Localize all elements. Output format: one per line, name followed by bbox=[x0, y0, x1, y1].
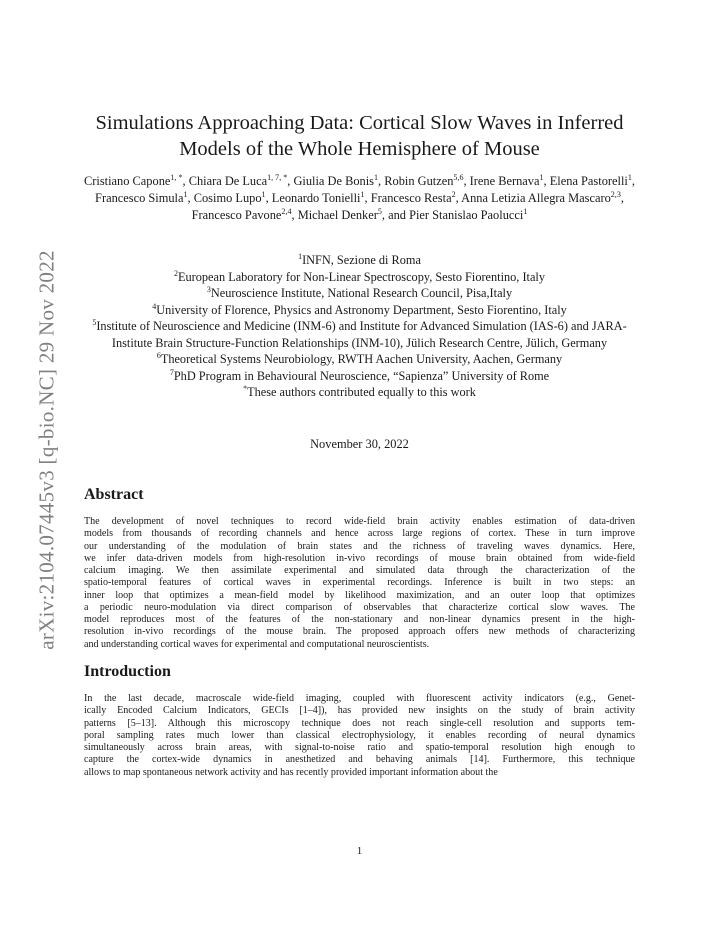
text-line: resolution in-vivo recordings of the mouse brain. The proposed approach offers new methods of characterizing bbox=[84, 626, 635, 638]
author-affiliation-marker: 2 bbox=[451, 189, 456, 199]
author bbox=[293, 174, 384, 188]
abstract-text bbox=[84, 516, 635, 651]
text-line: and understanding cortical waves for experimental and computational neuroscientists. bbox=[84, 638, 430, 650]
text-line: capture the cortex-wide dynamics in anesthetized and behaving animals [14]. Furthermore, this technique bbox=[84, 754, 635, 766]
author-affiliation-marker: 5 bbox=[377, 206, 382, 216]
author-affiliation-marker: 2,3 bbox=[610, 189, 621, 199]
text-line: allows to map spontaneous network activity and has recently provided important information about the bbox=[84, 766, 498, 778]
author-name: Elena Pastorelli bbox=[549, 174, 628, 188]
publication-date: November 30, 2022 bbox=[310, 437, 409, 451]
author-name: Anna Letizia Allegra Mascaro bbox=[461, 190, 611, 205]
author-list bbox=[84, 173, 635, 223]
author-name: Giulia De Bonis bbox=[293, 174, 374, 188]
author-separator: , bbox=[620, 190, 624, 205]
author-separator: , bbox=[187, 190, 194, 205]
affiliation-marker: 3 bbox=[206, 284, 211, 294]
text-line: we infer data-driven models from high-resolution in-vivo recordings of mouse brain obtained from wide-field bbox=[84, 552, 635, 564]
text-line: spatio-temporal features of cortical waves in experimental recordings. Inference is built in two steps: an bbox=[84, 577, 635, 589]
author-separator: , bbox=[265, 190, 272, 205]
author-name: Robin Gutzen bbox=[384, 174, 454, 188]
author-affiliation-marker: 1 bbox=[523, 206, 528, 216]
arxiv-identifier: arXiv:2104.07445v3 [q-bio.NC] 29 Nov 2022 bbox=[34, 250, 59, 650]
author-name: Michael Denker bbox=[297, 207, 378, 222]
author-separator: , bbox=[381, 207, 389, 222]
author bbox=[194, 191, 272, 205]
affiliation-marker: 5 bbox=[92, 317, 97, 327]
affiliation bbox=[84, 285, 635, 302]
affiliation-text: PhD Program in Behavioural Neuroscience, “Sapienza” University of Rome bbox=[173, 368, 550, 383]
affiliation bbox=[84, 384, 635, 401]
affiliation bbox=[84, 351, 635, 368]
author bbox=[470, 174, 550, 188]
author-name: Cristiano Capone bbox=[84, 174, 171, 188]
author bbox=[298, 208, 388, 222]
affiliation-text: These authors contributed equally to this work bbox=[247, 385, 476, 399]
author-separator: , bbox=[631, 174, 635, 188]
title-line-1: Simulations Approaching Data: Cortical Slow Waves in Inferred bbox=[95, 112, 624, 134]
affiliation bbox=[84, 252, 635, 269]
affiliation-marker: 7 bbox=[169, 367, 174, 377]
author bbox=[371, 191, 461, 205]
author-name: Chiara De Luca bbox=[188, 174, 268, 188]
affiliation-marker: 6 bbox=[156, 350, 161, 360]
author-affiliation-marker: 1 bbox=[183, 189, 188, 199]
author-separator: , bbox=[364, 190, 371, 205]
author bbox=[84, 174, 189, 188]
text-line: patterns [5–13]. Although this microscopy technique does not reach single-cell resolution and supports tem- bbox=[84, 717, 635, 729]
text-line: simultaneously across brain areas, with signal-to-noise ratio and spatio-temporal resolution high enough to bbox=[84, 742, 635, 753]
affiliation-text: Institute of Neuroscience and Medicine (INM-6) and Institute for Advanced Simulation (IAS-6) and JARA-Institute Brain Structure-Function Relationships (INM-10), Jülich Research Centre, Jülich, Germany bbox=[96, 319, 627, 350]
author-affiliation-marker: 2,4 bbox=[281, 206, 292, 216]
affiliation-text: INFN, Sezione di Roma bbox=[302, 253, 421, 267]
author-name: Francesco Simula bbox=[95, 190, 184, 205]
text-line: calcium imaging. We then assimilate experimental and simulated data through the characterization of the bbox=[84, 565, 635, 576]
author-name: and Pier Stanislao Paolucci bbox=[388, 207, 524, 222]
affiliation-text: European Laboratory for Non-Linear Spectroscopy, Sesto Fiorentino, Italy bbox=[178, 269, 545, 284]
author-separator: , bbox=[378, 174, 385, 188]
author-separator: , bbox=[291, 207, 298, 222]
author bbox=[95, 191, 194, 205]
author-affiliation-marker: 1 bbox=[374, 172, 379, 182]
author bbox=[272, 191, 371, 205]
affiliation-marker: 1 bbox=[298, 251, 303, 261]
text-line: The development of novel techniques to record wide-field brain activity enables estimation of data-driven bbox=[84, 516, 635, 527]
author-separator: , bbox=[455, 190, 462, 205]
author-separator: , bbox=[182, 174, 189, 188]
introduction-heading: Introduction bbox=[84, 663, 171, 680]
text-line: model reproduces most of the features of the non-stationary and non-linear dynamics present in the high- bbox=[84, 614, 635, 625]
author bbox=[388, 208, 527, 222]
author bbox=[550, 174, 635, 188]
author-name: Leonardo Tonielli bbox=[271, 190, 361, 205]
author bbox=[192, 208, 298, 222]
author-affiliation-marker: 1 bbox=[360, 189, 365, 199]
affiliation-text: Theoretical Systems Neurobiology, RWTH Aachen University, Aachen, Germany bbox=[160, 352, 563, 366]
author-separator: , bbox=[287, 174, 294, 188]
author-affiliation-marker: 1 bbox=[261, 189, 266, 199]
affiliation bbox=[84, 368, 635, 385]
author-affiliation-marker: 5,6 bbox=[453, 172, 464, 182]
text-line: our understanding of the modulation of brain states and the richness of traveling waves dynamics. Here, bbox=[84, 540, 635, 552]
affiliation bbox=[84, 302, 635, 319]
affiliation-list bbox=[84, 252, 635, 401]
author-name: Irene Bernava bbox=[469, 174, 540, 188]
author-affiliation-marker: 1, * bbox=[170, 172, 183, 182]
author-name: Francesco Resta bbox=[370, 190, 452, 205]
affiliation-text: Neuroscience Institute, National Research Council, Pisa,Italy bbox=[210, 286, 513, 300]
affiliation bbox=[84, 318, 635, 351]
text-line: In the last decade, macroscale wide-field imaging, coupled with fluorescent activity indicators (e.g., Genet- bbox=[84, 693, 635, 704]
text-line: poral sampling rates much lower than classical electrophysiology, it enables recording of neural dynamics bbox=[84, 729, 635, 741]
author-affiliation-marker: 1 bbox=[539, 172, 544, 182]
abstract-heading: Abstract bbox=[84, 486, 144, 503]
text-line: models from thousands of recording channels and hence across large regions of cortex. These in turn improve bbox=[84, 528, 635, 540]
affiliation-marker: * bbox=[243, 383, 248, 393]
author-name: Cosimo Lupo bbox=[193, 190, 262, 205]
text-line: ically Encoded Calcium Indicators, GECIs [1–4]), has provided new insights on the study of brain activity bbox=[84, 705, 635, 717]
author-affiliation-marker: 1 bbox=[627, 172, 632, 182]
affiliation-marker: 2 bbox=[174, 268, 178, 278]
affiliation-text: University of Florence, Physics and Astronomy Department, Sesto Fiorentino, Italy bbox=[156, 302, 567, 317]
author bbox=[189, 174, 294, 188]
author bbox=[461, 191, 624, 205]
affiliation-marker: 4 bbox=[152, 301, 157, 311]
title-line-2: Models of the Whole Hemisphere of Mouse bbox=[179, 138, 540, 160]
page-number: 1 bbox=[356, 845, 363, 857]
author-separator: , bbox=[463, 174, 470, 188]
author-name: Francesco Pavone bbox=[191, 207, 282, 222]
text-line: inner loop that optimizes a mean-field model by likelihood maximization, and an outer loop that optimizes bbox=[84, 589, 635, 601]
introduction-text bbox=[84, 693, 635, 779]
affiliation bbox=[84, 269, 635, 286]
paper-title bbox=[84, 110, 635, 162]
author-separator: , bbox=[543, 174, 550, 188]
author-affiliation-marker: 1, 7, * bbox=[267, 172, 288, 182]
author bbox=[384, 174, 469, 188]
text-line: a periodic neuro-modulation via direct comparison of observables that characterize cortical slow waves. The bbox=[84, 601, 635, 613]
